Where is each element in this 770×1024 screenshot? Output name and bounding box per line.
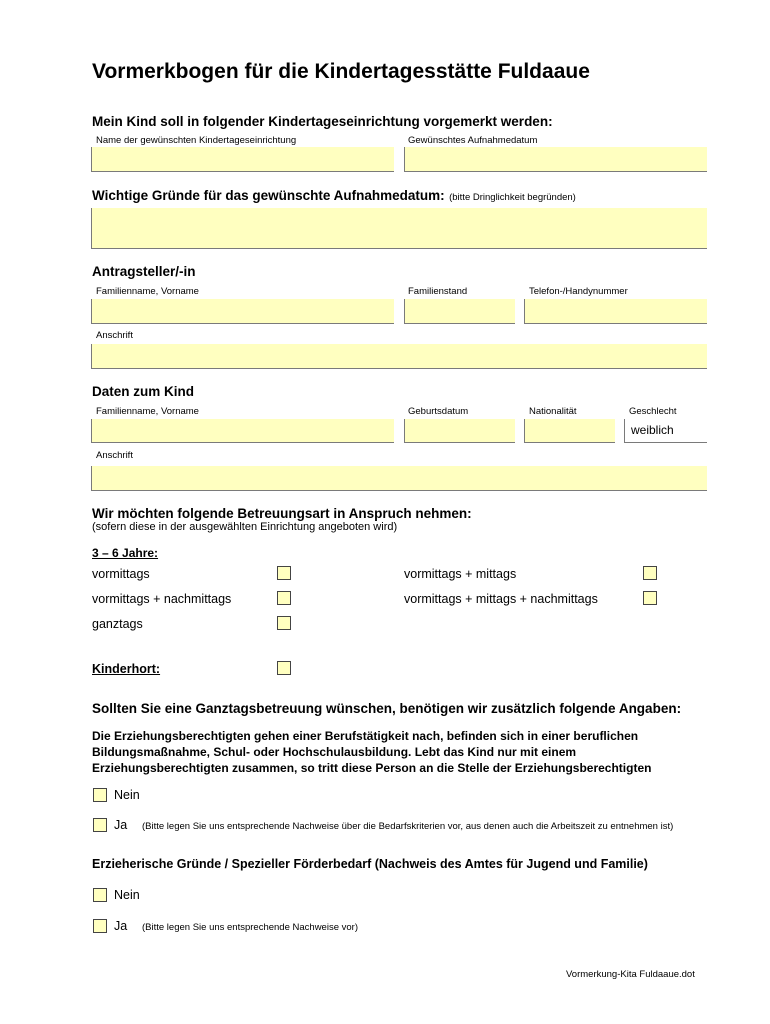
option-fullday-checkbox[interactable] <box>277 616 291 630</box>
fullday-no-checkbox[interactable] <box>93 788 107 802</box>
option-morning-noon-checkbox[interactable] <box>643 566 657 580</box>
applicant-phone-label: Telefon-/Handynummer <box>529 286 628 297</box>
applicant-status-label: Familienstand <box>408 286 468 297</box>
reasons-heading-row <box>92 187 576 205</box>
child-nationality-label: Nationalität <box>529 406 577 417</box>
option-morning-afternoon-checkbox[interactable] <box>277 591 291 605</box>
child-heading: Daten zum Kind <box>92 384 195 399</box>
applicant-address-field[interactable] <box>91 344 707 369</box>
child-nationality-field[interactable] <box>524 419 615 443</box>
reasons-heading: Wichtige Gründe für das gewünschte Aufnahmedatum: <box>92 188 445 203</box>
fullday-paragraph: Die Erziehungsberechtigten gehen einer Berufstätigkeit nach, befinden sich in einer beruflichen Bildungsmaßnahme, Schul- oder Hochschulausbildung. Lebt das Kind nur mit einem Erziehungsberechtigten zusammen, so tritt diese Person an die Stelle der Erziehungsberechtigten <box>92 729 652 775</box>
fullday-yes-checkbox[interactable] <box>93 818 107 832</box>
fullday-heading: Sollten Sie eine Ganztagsbetreuung wünschen, benötigen wir zusätzlich folgende Angaben: <box>92 701 682 716</box>
child-name-field[interactable] <box>91 419 394 443</box>
child-address-label: Anschrift <box>96 450 133 461</box>
fullday-no-label: Nein <box>114 788 140 802</box>
applicant-name-field[interactable] <box>91 299 394 324</box>
applicant-name-label: Familienname, Vorname <box>96 286 199 297</box>
child-birth-label: Geburtsdatum <box>408 406 469 417</box>
option-morning-checkbox[interactable] <box>277 566 291 580</box>
applicant-heading: Antragsteller/-in <box>92 264 196 279</box>
option-morning-afternoon-label: vormittags + nachmittags <box>92 592 232 606</box>
form-title: Vormerkbogen für die Kindertagesstätte Fuldaaue <box>92 60 590 83</box>
applicant-status-field[interactable] <box>404 299 515 324</box>
child-address-field[interactable] <box>91 466 707 491</box>
facility-name-field[interactable] <box>91 147 394 172</box>
child-birth-field[interactable] <box>404 419 515 443</box>
admission-date-label: Gewünschtes Aufnahmedatum <box>408 135 538 146</box>
facility-heading: Mein Kind soll in folgender Kindertageseinrichtung vorgemerkt werden: <box>92 114 553 129</box>
fullday-yes-note: (Bitte legen Sie uns entsprechende Nachweise über die Bedarfskriterien vor, aus denen auch die Arbeitszeit zu entnehmen ist) <box>142 821 674 832</box>
footer-filename: Vormerkung-Kita Fuldaaue.dot <box>566 969 695 980</box>
admission-date-field[interactable] <box>404 147 707 172</box>
option-morning-noon-label: vormittags + mittags <box>404 567 517 581</box>
reasons-field[interactable] <box>91 208 707 249</box>
care-subheading: (sofern diese in der ausgewählten Einrichtung angeboten wird) <box>92 521 398 533</box>
age-group-label: 3 – 6 Jahre: <box>92 546 159 560</box>
facility-name-label: Name der gewünschten Kindertageseinrichtung <box>96 135 297 146</box>
edu-yes-note: (Bitte legen Sie uns entsprechende Nachweise vor) <box>142 922 358 933</box>
child-gender-value: weiblich <box>631 423 674 437</box>
option-morning-noon-afternoon-label: vormittags + mittags + nachmittags <box>404 592 598 606</box>
child-name-label: Familienname, Vorname <box>96 406 199 417</box>
applicant-address-label: Anschrift <box>96 330 133 341</box>
edu-yes-checkbox[interactable] <box>93 919 107 933</box>
care-heading: Wir möchten folgende Betreuungsart in Anspruch nehmen: <box>92 506 472 521</box>
reasons-note: (bitte Dringlichkeit begründen) <box>449 192 576 203</box>
child-gender-label: Geschlecht <box>629 406 677 417</box>
edu-yes-label: Ja <box>114 919 128 933</box>
option-morning-noon-afternoon-checkbox[interactable] <box>643 591 657 605</box>
edu-no-label: Nein <box>114 888 140 902</box>
edu-no-checkbox[interactable] <box>93 888 107 902</box>
applicant-phone-field[interactable] <box>524 299 707 324</box>
option-morning-label: vormittags <box>92 567 150 581</box>
hort-checkbox[interactable] <box>277 661 291 675</box>
option-fullday-label: ganztags <box>92 617 143 631</box>
hort-label: Kinderhort: <box>92 662 161 676</box>
edu-heading: Erzieherische Gründe / Spezieller Förderbedarf (Nachweis des Amtes für Jugend und Familie) <box>92 857 648 871</box>
fullday-yes-label: Ja <box>114 818 128 832</box>
child-gender-field[interactable] <box>624 419 707 443</box>
